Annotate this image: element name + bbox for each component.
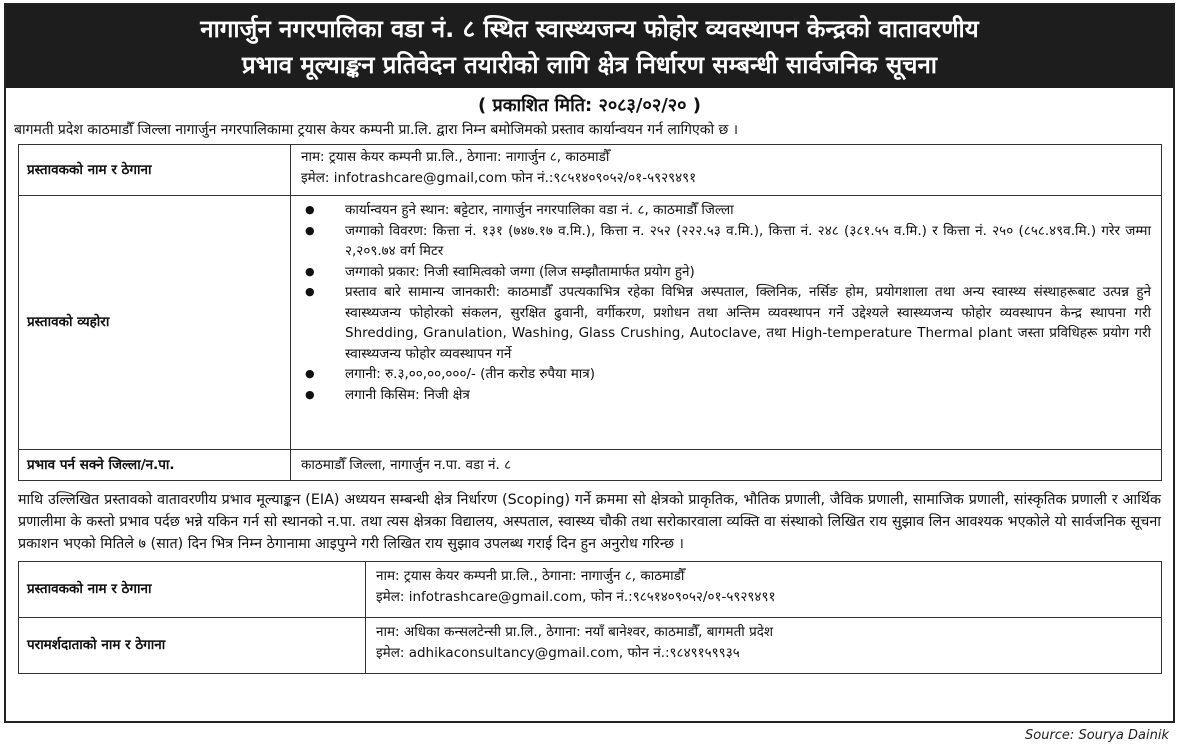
proponent-name-line: नाम: ट्रयास केयर कम्पनी प्रा.लि., ठेगाना: नागार्जुन ८, काठमाडौँ — [376, 568, 685, 584]
proponent-name-line: नाम: ट्रयास केयर कम्पनी प्रा.लि., ठेगाना: नागार्जुन ८, काठमाडौँ — [301, 149, 610, 165]
consultant-value — [366, 618, 1162, 674]
consultant-contact-line: इमेल: adhikaconsultancy@gmail.com, फोन नं.:९८४९१५९९३५ — [376, 645, 740, 661]
proponent-value — [366, 562, 1162, 618]
list-item: ● प्रस्ताव बारे सामान्य जानकारी: काठमाडौँ उपत्यकाभित्र रहेका विभिन्न अस्पताल, क्लिनिक, नर्सिङ होम, प्रयोगशाला तथा अन्य स्वास्थ्य संस्थाहरूबाट उत्पन्न हुने स्वास्थ्यजन्य फोहोरको संकलन, सुरक्षित ढुवानी, वर्गीकरण, प्रशोधन तथा अन्तिम व्यवस्थापन गर्ने उद्देश्यले स्वास्थ्यजन्य फोहोर व्यवस्थापन केन्द्र स्थापना गरी Shredding, Granulation, Washing, Glass Crushing, Autoclave, तथा High-temperature Thermal plant जस्ता प्रविधिहरू प्रयोग गरी स्वास्थ्यजन्य फोहोर व्यवस्थापन गर्ने — [345, 282, 1151, 364]
affected-area-value: काठमाडौँ जिल्ला, नागार्जुन न.पा. वडा नं. ८ — [291, 450, 1162, 481]
table-row — [19, 196, 1162, 450]
consultant-name-line: नाम: अधिका कन्सलटेन्सी प्रा.लि., ठेगाना: नयाँ बानेश्वर, काठमाडौँ, बागमती प्रदेश — [376, 624, 774, 640]
notice-title-line-1: नागार्जुन नगरपालिका वडा नं. ८ स्थित स्वास्थ्यजन्य फोहोर व्यवस्थापन केन्द्रको वातावरणीय — [200, 15, 979, 43]
notice-title-line-2: प्रभाव मूल्याङ्कन प्रतिवेदन तयारीको लागि क्षेत्र निर्धारण सम्बन्धी सार्वजनिक सूचना — [242, 51, 937, 79]
proponent-contact-line: इमेल: infotrashcare@gmail.com, फोन नं.:९८५१४०९०५२/०१-५९२९४९१ — [376, 589, 776, 605]
notice-title-band — [6, 5, 1173, 88]
contact-table — [18, 561, 1162, 674]
proposal-description-label: प्रस्तावको व्यहोरा — [19, 196, 291, 450]
list-item: ● लगानी किसिम: निजी क्षेत्र — [345, 385, 1151, 406]
table-row — [19, 145, 1162, 196]
published-date: ( प्रकाशित मिति: २०८३/०२/२० ) — [478, 95, 701, 116]
proponent-label: प्रस्तावकको नाम र ठेगाना — [19, 145, 291, 196]
public-notice — [4, 3, 1175, 723]
table-row — [19, 450, 1162, 481]
proponent-label: प्रस्तावकको नाम र ठेगाना — [19, 562, 366, 618]
intro-text: बागमती प्रदेश काठमाडौँ जिल्ला नागार्जुन नगरपालिकामा ट्रयास केयर कम्पनी प्रा.लि. द्वारा निम्न बमोजिमको प्रस्ताव कार्यान्वयन गर्न लागिएको छ । — [14, 122, 739, 138]
proponent-value — [291, 145, 1162, 196]
list-item: ● जग्गाको प्रकार: निजी स्वामित्वको जग्गा (लिज सम्झौतामार्फत प्रयोग हुने) — [345, 262, 1151, 283]
proposal-table — [18, 144, 1162, 481]
table-row — [19, 562, 1162, 618]
source-credit: Source: Sourya Dainik — [1025, 728, 1169, 743]
list-item: ● जग्गाको विवरण: कित्ता नं. १३१ (७४७.१७ व.मि.), कित्ता न. २५२ (२२२.५३ व.मि.), कित्ता नं. २४८ (३८१.५५ व.मि.) र कित्ता नं. २५० (८५८.४९व.मि.) गरेर जम्मा २,२०९.७४ वर्ग मिटर — [345, 221, 1151, 262]
request-paragraph: माथि उल्लिखित प्रस्तावको वातावरणीय प्रभाव मूल्याङ्कन (EIA) अध्ययन सम्बन्धी क्षेत्र निर्धारण (Scoping) गर्ने क्रममा सो क्षेत्रको प्राकृतिक, भौतिक प्रणाली, जैविक प्रणाली, सामाजिक प्रणाली, सांस्कृतिक प्रणाली र आर्थिक प्रणालीमा के कस्तो प्रभाव पर्दछ भन्ने यकिन गर्न सो स्थानको न.पा. तथा त्यस क्षेत्रका विद्यालय, अस्पताल, स्वास्थ्य चौकी तथा सरोकारवाला व्यक्ति वा संस्थाको लिखित राय सुझाव लिन आवश्यक भएकोले यो सार्वजनिक सूचना प्रकाशन भएको मितिले ७ (सात) दिन भित्र निम्न ठेगानामा आइपुग्ने गरी लिखित राय सुझाव उपलब्ध गराई दिन हुन अनुरोध गरिन्छ । — [18, 492, 1161, 552]
list-item: ● कार्यान्वयन हुने स्थान: बट्टेटार, नागार्जुन नगरपालिका वडा नं. ८, काठमाडौँ जिल्ला — [345, 200, 1151, 221]
consultant-label: परामर्शदाताको नाम र ठेगाना — [19, 618, 366, 674]
table-row — [19, 618, 1162, 674]
proposal-description-value — [291, 196, 1162, 450]
affected-area-label: प्रभाव पर्न सक्ने जिल्ला/न.पा. — [19, 450, 291, 481]
proposal-bullet-list — [301, 200, 1151, 405]
proponent-contact-line: इमेल: infotrashcare@gmail,com फोन नं.:९८५१४०९०५२/०१-५९२९४९१ — [301, 170, 697, 186]
list-item: ● लगानी: रु.३,००,००,०००/- (तीन करोड रुपैया मात्र) — [345, 364, 1151, 385]
